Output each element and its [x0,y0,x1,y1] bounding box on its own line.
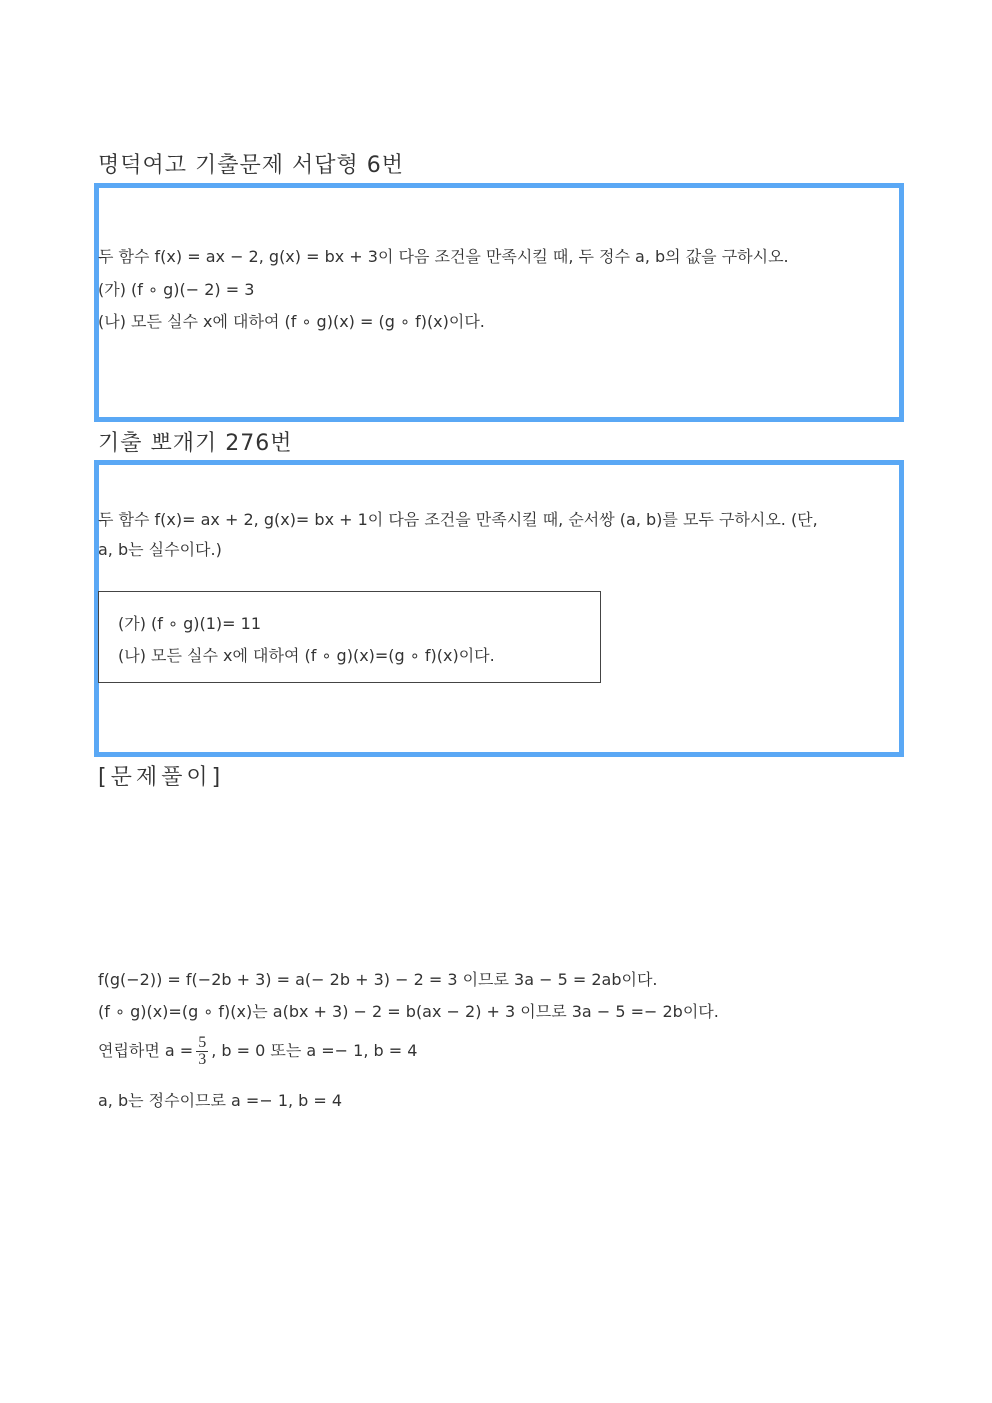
problem2-condition-a: (가) (f ∘ g)(1)= 11 [118,614,262,633]
problem2-condition-b: (나) 모든 실수 x에 대하여 (f ∘ g)(x)=(g ∘ f)(x)이다. [118,646,495,665]
solution-line-3-suffix: , b = 0 또는 a =− 1, b = 4 [211,1041,418,1060]
solution-line-1: f(g(−2)) = f(−2b + 3) = a(− 2b + 3) − 2 = 3 이므로 3a − 5 = 2ab이다. [98,970,658,989]
solution-line-3 [98,1035,417,1068]
problem2-statement-line1: 두 함수 f(x)= ax + 2, g(x)= bx + 1이 다음 조건을 만족시킬 때, 순서쌍 (a, b)를 모두 구하시오. (단, [98,510,818,529]
problem2-heading: 기출 뽀개기 276번 [98,431,293,456]
solution-fraction [196,1035,208,1068]
problem2-conditions-box [98,591,601,683]
fraction-denominator: 3 [198,1051,207,1068]
problem1-condition-b: (나) 모든 실수 x에 대하여 (f ∘ g)(x) = (g ∘ f)(x)이다. [98,312,485,331]
problem1-statement: 두 함수 f(x) = ax − 2, g(x) = bx + 3이 다음 조건을 만족시킬 때, 두 정수 a, b의 값을 구하시오. [98,247,789,266]
solution-heading: [문제풀이] [98,765,225,790]
fraction-numerator: 5 [198,1034,207,1051]
solution-line-4: a, b는 정수이므로 a =− 1, b = 4 [98,1091,343,1110]
solution-line-3-prefix: 연립하면 a = [98,1041,194,1060]
problem2-statement-line2: a, b는 실수이다.) [98,540,222,559]
problem1-box [94,183,904,422]
problem1-heading: 명덕여고 기출문제 서답형 6번 [98,153,405,178]
problem1-condition-a: (가) (f ∘ g)(− 2) = 3 [98,280,255,299]
solution-line-2: (f ∘ g)(x)=(g ∘ f)(x)는 a(bx + 3) − 2 = b(ax − 2) + 3 이므로 3a − 5 =− 2b이다. [98,1002,719,1021]
